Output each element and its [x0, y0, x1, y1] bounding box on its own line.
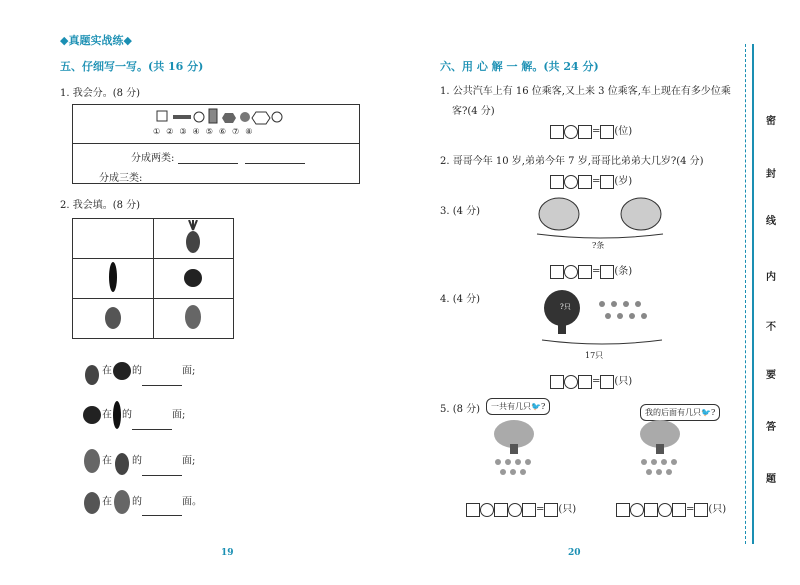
page-number-left: 19 [221, 548, 234, 558]
fill-row-2: 在 的 面; [82, 400, 185, 430]
two-classes-row: 分成两类: [131, 149, 305, 164]
r-q1-line1: 1. 公共汽车上有 16 位乘客,又上来 3 位乘客,车上现在有多少位乘 [440, 86, 731, 97]
tree-birds-left-picture [478, 416, 558, 486]
equation-2: = (岁) [550, 172, 632, 189]
equation-1: = (位) [550, 122, 632, 139]
q2-title: 2. 我会填。(8 分) [60, 200, 141, 211]
equation-5a: = (只) [466, 500, 576, 517]
fruit-grid [72, 218, 234, 339]
fill-row-4: 在 的 面。 [82, 488, 202, 516]
dragonfruit-icon [102, 303, 124, 331]
cylinder-shape [209, 109, 217, 123]
section-5-title: 五、仔细写一写。(共 16 分) [60, 60, 204, 73]
speech-bubble-1: 一共有几只🐦? [486, 398, 550, 415]
seal-char: 密 [766, 116, 776, 127]
fishbowl-icon [539, 198, 579, 230]
apple-icon [82, 405, 102, 425]
answer-line[interactable] [178, 163, 238, 164]
cucumber-icon [112, 400, 122, 430]
shapes-row [73, 105, 361, 145]
page-number-right: 20 [568, 548, 581, 558]
cabbage-icon [182, 303, 204, 331]
ball-shape [240, 112, 250, 122]
fill-row-1: 在 的 面; [82, 356, 195, 386]
tree-label: ?只 [560, 303, 571, 311]
tree-icon [640, 420, 680, 448]
answer-line[interactable] [245, 163, 305, 164]
answer-line[interactable] [142, 515, 182, 516]
birds-icon [599, 301, 647, 319]
r-q3-title: 3. (4 分) [440, 206, 481, 217]
speech-bubble-2: 我的后面有几只🐦? [640, 404, 720, 421]
r-q4-title: 4. (4 分) [440, 294, 481, 305]
tree-icon [494, 420, 534, 448]
rectangle-shape [173, 115, 191, 119]
answer-line[interactable] [142, 475, 182, 476]
cabbage-icon [112, 488, 132, 516]
seal-char: 题 [766, 474, 776, 485]
apple-icon [112, 361, 132, 381]
circle-shape-2 [272, 112, 282, 122]
tree-birds-right-picture [630, 416, 710, 486]
pineapple-icon [112, 446, 132, 476]
fishbowls-picture [535, 196, 665, 244]
fish-total-label: ?条 [592, 241, 605, 250]
answer-line[interactable] [142, 385, 182, 386]
badge-title: ◆真题实战练◆ [60, 34, 132, 47]
dragonfruit-icon [82, 488, 102, 516]
seal-dotted-line [745, 44, 746, 544]
r-q5-title: 5. (8 分) [440, 404, 481, 415]
fishbowl-icon [621, 198, 661, 230]
seal-char: 要 [766, 370, 776, 381]
birds-total-label: 17只 [585, 351, 604, 360]
equation-3: = (条) [550, 262, 632, 279]
r-q2-title: 2. 哥哥今年 10 岁,弟弟今年 7 岁,哥哥比弟弟大几岁?(4 分) [440, 156, 704, 167]
section-6-title: 六、用 心 解 一 解。(共 24 分) [440, 60, 599, 73]
cabbage-icon [82, 447, 102, 475]
shape-numbers: ①②③④⑤⑥⑦⑧ [153, 127, 259, 136]
pineapple-icon [183, 220, 203, 254]
seal-char: 内 [766, 272, 776, 283]
answer-line[interactable] [132, 429, 172, 430]
q1-title: 1. 我会分。(8 分) [60, 88, 141, 99]
answer-line[interactable] [146, 183, 206, 184]
hexagon-shape [252, 112, 270, 124]
seal-char: 封 [766, 169, 776, 180]
seal-char: 不 [766, 322, 776, 333]
seal-line [752, 44, 754, 544]
hexagon-prism-shape [222, 113, 236, 123]
birds-icon [495, 459, 531, 475]
q1-box [72, 104, 360, 184]
equation-5b: = (只) [616, 500, 726, 517]
apple-icon [182, 266, 204, 288]
seal-char: 答 [766, 422, 776, 433]
cucumber-icon [108, 260, 118, 294]
tree-birds-picture [540, 286, 664, 348]
birds-icon [641, 459, 677, 475]
r-q1-line2: 客?(4 分) [452, 106, 495, 117]
circle-shape [194, 112, 204, 122]
answer-line[interactable] [213, 183, 273, 184]
three-classes-row: 分成三类: [99, 169, 340, 184]
pineapple-icon [82, 356, 102, 386]
equation-4: = (只) [550, 372, 632, 389]
square-shape [157, 111, 167, 121]
answer-line[interactable] [280, 183, 340, 184]
seal-char: 线 [766, 216, 776, 227]
fill-row-3: 在 的 面; [82, 446, 195, 476]
